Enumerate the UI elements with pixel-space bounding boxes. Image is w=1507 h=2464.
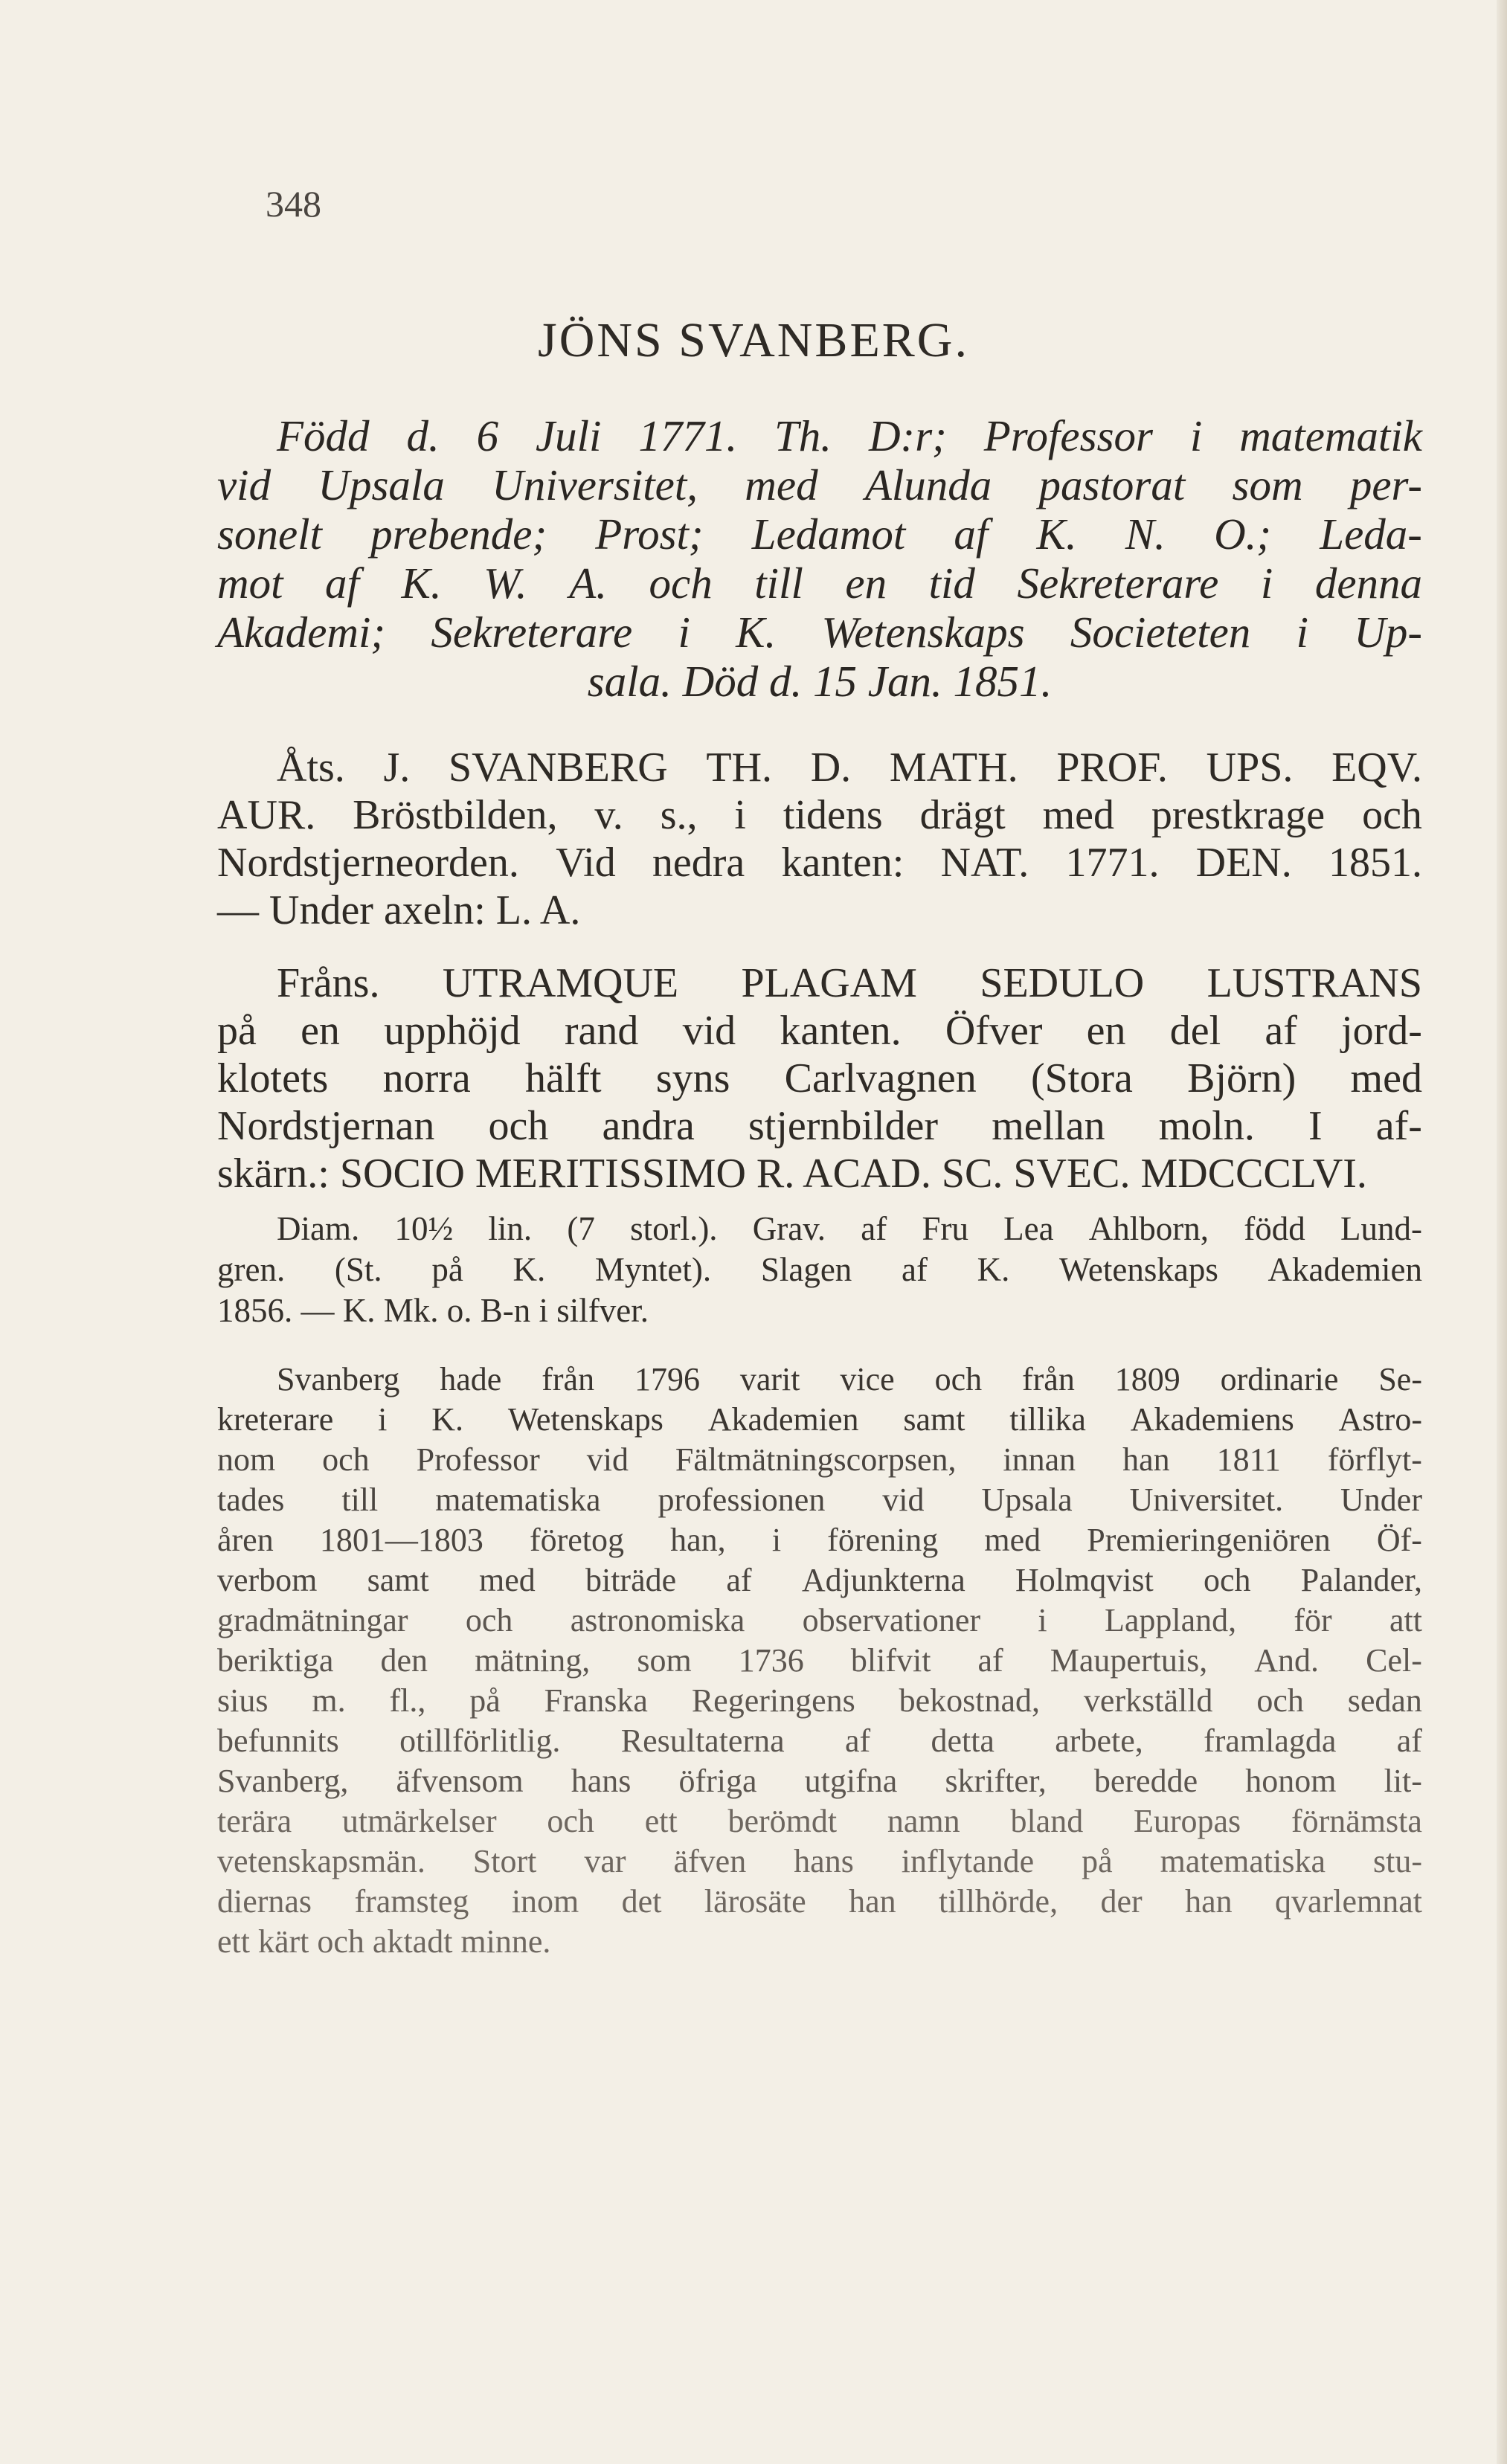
obverse-paragraph xyxy=(217,744,1422,934)
bio-line: beriktiga den mätning, som 1736 blifvit af Maupertuis, And. Cel- xyxy=(217,1642,1422,1679)
details-line: gren. (St. på K. Myntet). Slagen af K. Wetenskaps Akademien xyxy=(217,1251,1422,1288)
bio-line: kreterare i K. Wetenskaps Akademien samt tillika Akademiens Astro- xyxy=(217,1401,1422,1438)
bio-line: gradmätningar och astronomiska observationer i Lappland, för att xyxy=(217,1602,1422,1638)
reverse-line: på en upphöjd rand vid kanten. Öfver en del af jord- xyxy=(217,1008,1422,1054)
intro-line: Akademi; Sekreterare i K. Wetenskaps Societeten i Up- xyxy=(217,608,1422,657)
medal-details-paragraph xyxy=(217,1209,1422,1331)
bio-line: tades till matematiska professionen vid Upsala Universitet. Under xyxy=(217,1482,1422,1518)
reverse-line: Nordstjernan och andra stjernbilder mellan moln. I af- xyxy=(217,1103,1422,1149)
intro-paragraph xyxy=(217,411,1422,706)
bio-line: befunnits otillförlitlig. Resultaterna af detta arbete, framlagda af xyxy=(217,1722,1422,1759)
obverse-line: Nordstjerneorden. Vid nedra kanten: NAT. 1771. DEN. 1851. xyxy=(217,840,1422,886)
reverse-line: skärn.: SOCIO MERITISSIMO R. ACAD. SC. SVEC. MDCCCLVI. xyxy=(217,1151,1367,1197)
intro-line: vid Upsala Universitet, med Alunda pastorat som per- xyxy=(217,460,1422,509)
reverse-line: Fråns. UTRAMQUE PLAGAM SEDULO LUSTRANS xyxy=(277,960,1422,1006)
bio-line: nom och Professor vid Fältmätningscorpsen, innan han 1811 förflyt- xyxy=(217,1441,1422,1478)
intro-line: sala. Död d. 15 Jan. 1851. xyxy=(587,657,1053,706)
bio-line: diernas framsteg inom det lärosäte han tillhörde, der han qvarlemnat xyxy=(217,1883,1422,1920)
details-line: 1856. — K. Mk. o. B-n i silfver. xyxy=(217,1292,649,1329)
reverse-line: klotets norra hälft syns Carlvagnen (Stora Björn) med xyxy=(217,1055,1422,1101)
bio-line: vetenskapsmän. Stort var äfven hans inflytande på matematiska stu- xyxy=(217,1843,1422,1879)
page-edge-shadow xyxy=(1497,0,1507,2464)
bio-line: verbom samt med biträde af Adjunkterna Holmqvist och Palander, xyxy=(217,1562,1422,1598)
bio-line: Svanberg, äfvensom hans öfriga utgifna skrifter, beredde honom lit- xyxy=(217,1763,1422,1799)
obverse-line: AUR. Bröstbilden, v. s., i tidens drägt med prestkrage och xyxy=(217,792,1422,838)
intro-line: mot af K. W. A. och till en tid Sekreterare i denna xyxy=(217,559,1422,608)
reverse-paragraph xyxy=(217,959,1422,1197)
bio-line: Svanberg hade från 1796 varit vice och från 1809 ordinarie Se- xyxy=(277,1361,1422,1397)
obverse-line: — Under axeln: L. A. xyxy=(217,887,581,933)
bio-line: terära utmärkelser och ett berömdt namn bland Europas förnämsta xyxy=(217,1803,1422,1839)
intro-line: sonelt prebende; Prost; Ledamot af K. N. O.; Leda- xyxy=(217,509,1422,559)
page-title: JÖNS SVANBERG. xyxy=(538,313,969,367)
intro-line: Född d. 6 Juli 1771. Th. D:r; Professor i matematik xyxy=(277,411,1422,460)
biography-paragraph xyxy=(217,1360,1422,1962)
bio-line: åren 1801—1803 företog han, i förening med Premieringeniören Öf- xyxy=(217,1522,1422,1558)
bio-line: ett kärt och aktadt minne. xyxy=(217,1923,551,1960)
obverse-line: Åts. J. SVANBERG TH. D. MATH. PROF. UPS. EQV. xyxy=(277,744,1422,791)
bio-line: sius m. fl., på Franska Regeringens bekostnad, verkställd och sedan xyxy=(217,1682,1422,1719)
details-line: Diam. 10½ lin. (7 storl.). Grav. af Fru Lea Ahlborn, född Lund- xyxy=(277,1210,1422,1247)
page-number: 348 xyxy=(266,183,321,225)
